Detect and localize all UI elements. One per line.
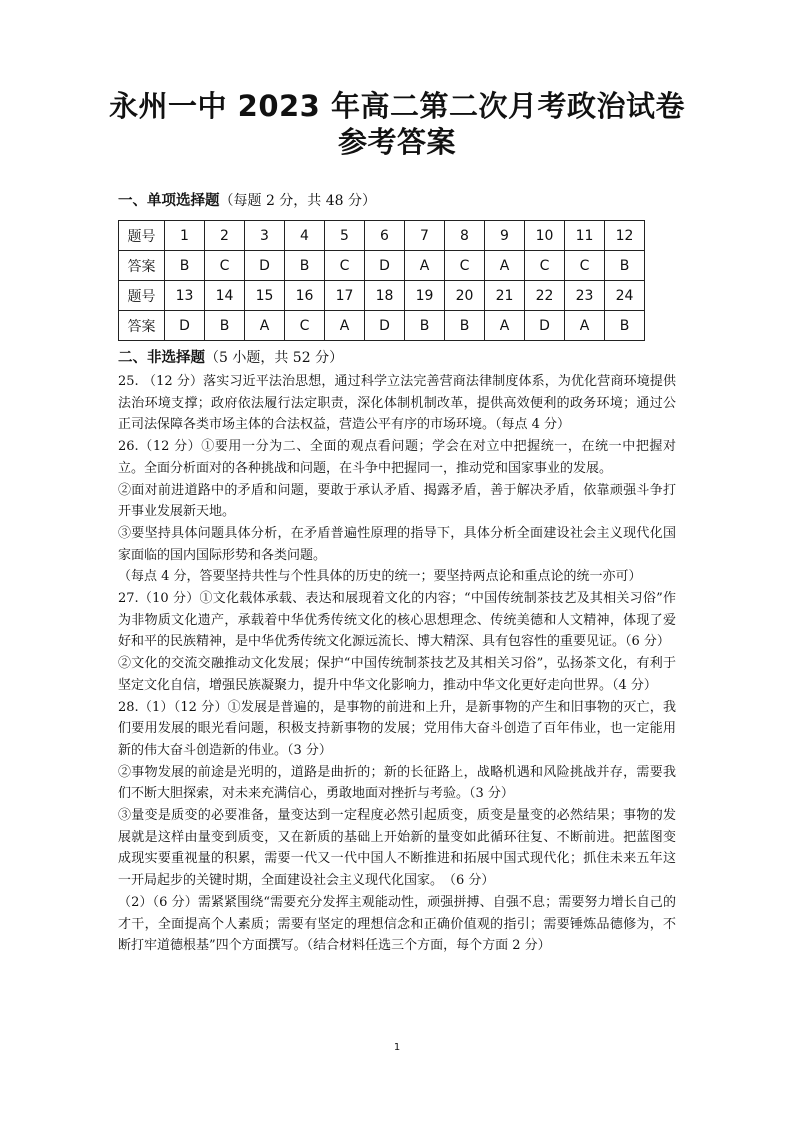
- answer-cell: D: [165, 311, 205, 341]
- answer-cell: C: [525, 251, 565, 281]
- title-line-1: 永州一中 2023 年高二第二次月考政治试卷: [109, 89, 685, 123]
- question-number-cell: 11: [565, 221, 605, 251]
- question-number-cell: 14: [205, 281, 245, 311]
- answer-table-row: [119, 281, 645, 311]
- row-label-number: 题号: [119, 281, 165, 311]
- question-number-cell: 15: [245, 281, 285, 311]
- question-number-cell: 10: [525, 221, 565, 251]
- answer-table-row: [119, 251, 645, 281]
- question-number-cell: 4: [285, 221, 325, 251]
- row-label-answer: 答案: [119, 311, 165, 341]
- answer-cell: C: [565, 251, 605, 281]
- section-1-note: （每题 2 分，共 48 分）: [219, 193, 377, 209]
- section-1-title: 一、单项选择题: [118, 193, 220, 209]
- section-2-note: （5 小题，共 52 分）: [205, 350, 344, 366]
- question-number-cell: 12: [605, 221, 645, 251]
- answer-cell: A: [325, 311, 365, 341]
- title-line-2: 参考答案: [337, 125, 456, 159]
- answer-cell: B: [405, 311, 445, 341]
- answer-paragraph-q28-1-3: ③量变是质变的必要准备，量变达到一定程度必然引起质变，质变是量变的必然结果；事物的发展就是这样由量变到质变，又在新质的基础上开始新的量变如此循环往复、不断前进。把蓝图变成现实要重视量的积累，需要一代又一代中国人不断推进和拓展中国式现代化；抓住未来五年这一开局起步的关键时期，全面建设社会主义现代化国家。 （6 分）: [118, 808, 676, 889]
- answer-body: [118, 371, 676, 957]
- answer-cell: B: [285, 251, 325, 281]
- answer-cell: C: [285, 311, 325, 341]
- answer-cell: B: [445, 311, 485, 341]
- answer-paragraph-q27-1: 27.（10 分）①文化载体承载、表达和展现着文化的内容；“中国传统制茶技艺及其相关习俗”作为非物质文化遗产，承载着中华优秀传统文化的核心思想理念、传统美德和人文精神，体现了爱好和平的民族精神，是中华优秀传统文化源远流长、博大精深、具有包容性的重要见证。（6 分）: [118, 591, 676, 650]
- question-number-cell: 24: [605, 281, 645, 311]
- question-number-cell: 7: [405, 221, 445, 251]
- question-number-cell: 21: [485, 281, 525, 311]
- answer-paragraph-q28-1-1: 28.（1）（12 分）①发展是普遍的，是事物的前进和上升，是新事物的产生和旧事物的灭亡，我们要用发展的眼光看问题，积极支持新事物的发展；党用伟大奋斗创造了百年伟业，也一定能用新的伟大奋斗创造新的伟业。（3 分）: [118, 699, 676, 758]
- question-number-cell: 20: [445, 281, 485, 311]
- answer-cell: D: [525, 311, 565, 341]
- answer-paragraph-q27-2: ②文化的交流交融推动文化发展；保护“中国传统制茶技艺及其相关习俗”，弘扬茶文化，有利于坚定文化自信，增强民族凝聚力，提升中华文化影响力，推动中华文化更好走向世界。（4 分）: [118, 656, 676, 693]
- answer-cell: B: [605, 311, 645, 341]
- answer-paragraph-q26-1: 26.（12 分）①要用一分为二、全面的观点看问题；学会在对立中把握统一，在统一中把握对立。全面分析面对的各种挑战和问题，在斗争中把握同一，推动党和国家事业的发展。: [118, 439, 676, 476]
- question-number-cell: 2: [205, 221, 245, 251]
- answer-cell: A: [565, 311, 605, 341]
- answer-cell: C: [325, 251, 365, 281]
- question-number-cell: 3: [245, 221, 285, 251]
- question-number-cell: 17: [325, 281, 365, 311]
- question-number-cell: 1: [165, 221, 205, 251]
- question-number-cell: 22: [525, 281, 565, 311]
- answer-cell: D: [365, 251, 405, 281]
- answer-paragraph-q28-2: （2）（6 分）需紧紧围绕“需要充分发挥主观能动性，顽强拼搏、自强不息；需要努力增长自己的才干，全面提高个人素质；需要有坚定的理想信念和正确价值观的指引；需要锤炼品德修为，不断打牢道德根基”四个方面撰写。（结合材料任选三个方面，每个方面 2 分）: [118, 894, 676, 954]
- page-number: 1: [393, 1042, 401, 1053]
- section-2-title: 二、非选择题: [118, 350, 205, 366]
- question-number-cell: 19: [405, 281, 445, 311]
- answer-cell: A: [405, 251, 445, 281]
- answer-paragraph-q25: 25. （12 分）落实习近平法治思想，通过科学立法完善营商法律制度体系，为优化营商环境提供法治环境支撑；政府依法履行法定职责，深化体制机制改革，提供高效便利的政务环境；通过公正司法保障各类市场主体的合法权益，营造公平有序的市场环境。（每点 4 分）: [118, 374, 676, 433]
- question-number-cell: 8: [445, 221, 485, 251]
- answer-cell: D: [245, 251, 285, 281]
- question-number-cell: 6: [365, 221, 405, 251]
- answer-cell: A: [245, 311, 285, 341]
- answer-cell: A: [485, 251, 525, 281]
- answer-paragraph-q26-note: （每点 4 分，答要坚持共性与个性具体的历史的统一；要坚持两点论和重点论的统一亦可）: [118, 569, 642, 585]
- question-number-cell: 13: [165, 281, 205, 311]
- answer-cell: B: [165, 251, 205, 281]
- answer-cell: C: [445, 251, 485, 281]
- row-label-answer: 答案: [119, 251, 165, 281]
- question-number-cell: 9: [485, 221, 525, 251]
- section-2-heading: [118, 349, 343, 367]
- answer-cell: A: [485, 311, 525, 341]
- answer-paragraph-q26-3: ③要坚持具体问题具体分析，在矛盾普遍性原理的指导下，具体分析全面建设社会主义现代化国家面临的国内国际形势和各类问题。: [118, 525, 676, 563]
- answer-paragraph-q28-1-2: ②事物发展的前途是光明的，道路是曲折的；新的长征路上，战略机遇和风险挑战并存，需要我们不断大胆探索，对未来充满信心，勇敢地面对挫折与考验。（3 分）: [118, 764, 676, 802]
- answer-cell: B: [605, 251, 645, 281]
- answer-table-row: [119, 221, 645, 251]
- section-1-heading: [118, 192, 376, 210]
- question-number-cell: 18: [365, 281, 405, 311]
- question-number-cell: 5: [325, 221, 365, 251]
- answer-cell: C: [205, 251, 245, 281]
- question-number-cell: 23: [565, 281, 605, 311]
- answer-cell: D: [365, 311, 405, 341]
- answer-cell: B: [205, 311, 245, 341]
- answer-table-row: [119, 311, 645, 341]
- row-label-number: 题号: [119, 221, 165, 251]
- document-title: [0, 88, 794, 160]
- question-number-cell: 16: [285, 281, 325, 311]
- answer-paragraph-q26-2: ②面对前进道路中的矛盾和问题，要敢于承认矛盾、揭露矛盾，善于解决矛盾，依靠顽强斗争打开事业发展新天地。: [118, 482, 676, 520]
- answer-table: [118, 220, 645, 341]
